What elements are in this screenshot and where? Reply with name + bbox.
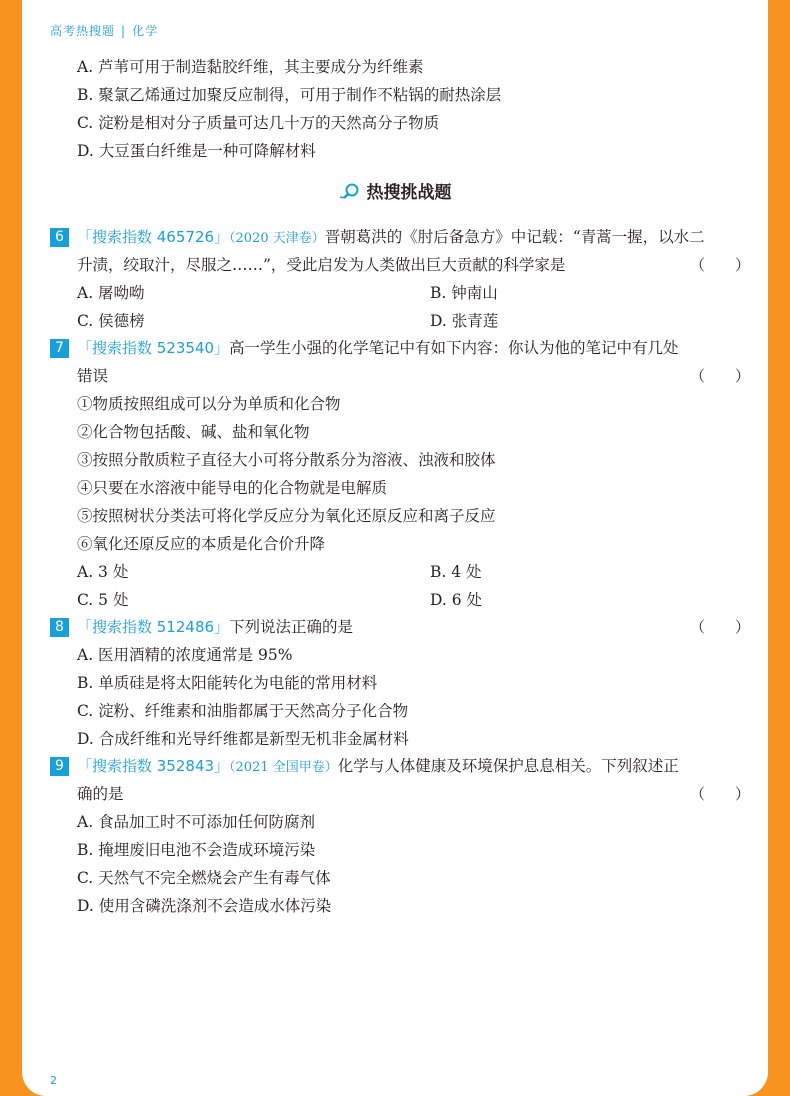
question-number: 9 (50, 757, 69, 776)
option-d: D. 张青莲 (430, 312, 499, 330)
series-name: 高考热搜题 (50, 24, 116, 38)
statement-item: ④只要在水溶液中能导电的化合物就是电解质 (77, 479, 388, 497)
option-b: B. 掩埋废旧电池不会造成环境污染 (77, 841, 316, 859)
option-line: B. 聚氯乙烯通过加聚反应制得，可用于制作不粘锅的耐热涂层 (77, 86, 502, 104)
option-line: A. 芦苇可用于制造黏胶纤维，其主要成分为纤维素 (77, 58, 424, 76)
option-b: B. 4 处 (430, 563, 482, 581)
option-a: A. 3 处 (77, 563, 129, 581)
stem-text: 错误 (77, 367, 109, 385)
search-index-tag: 「搜索指数 512486」 (77, 618, 230, 636)
search-index-tag: 「搜索指数 352843」 (77, 757, 230, 775)
option-c: C. 淀粉、纤维素和油脂都属于天然高分子化合物 (77, 702, 409, 720)
question-stem (77, 337, 679, 359)
search-index-tag: 「搜索指数 465726」 (77, 228, 230, 246)
question-number: 8 (50, 618, 69, 637)
exam-source: （2021 全国甲卷） (229, 760, 338, 775)
statement-item: ①物质按照组成可以分为单质和化合物 (77, 395, 341, 413)
answer-blank: （ ） (690, 256, 751, 274)
page-number: 2 (50, 1074, 57, 1087)
statement-item: ⑥氧化还原反应的本质是化合价升降 (77, 535, 326, 553)
header-separator: | (121, 24, 127, 38)
page (22, 0, 768, 1096)
stem-text: 晋朝葛洪的《肘后备急方》中记载：“青蒿一握，以水二 (324, 228, 705, 246)
option-b: B. 单质硅是将太阳能转化为电能的常用材料 (77, 674, 378, 692)
option-c: C. 天然气不完全燃烧会产生有毒气体 (77, 869, 331, 887)
option-line: D. 大豆蛋白纤维是一种可降解材料 (77, 142, 316, 160)
search-index-tag: 「搜索指数 523540」 (77, 339, 230, 357)
stem-text: 升渍，绞取汁，尽服之……”，受此启发为人类做出巨大贡献的科学家是 (77, 256, 566, 274)
answer-blank: （ ） (690, 618, 751, 636)
option-c: C. 侯德榜 (77, 312, 145, 330)
magnifier-icon (339, 182, 361, 205)
subject-name: 化学 (132, 24, 159, 38)
stem-text: 下列说法正确的是 (229, 618, 354, 636)
statement-item: ⑤按照树状分类法可将化学反应分为氧化还原反应和离子反应 (77, 507, 496, 525)
answer-blank: （ ） (690, 367, 751, 385)
question-stem (77, 226, 705, 250)
option-line: C. 淀粉是相对分子质量可达几十万的天然高分子物质 (77, 114, 440, 132)
option-a: A. 医用酒精的浓度通常是 95% (77, 646, 293, 664)
question-number: 7 (50, 339, 69, 358)
question-stem (77, 755, 679, 779)
exam-source: （2020 天津卷） (229, 231, 325, 246)
option-c: C. 5 处 (77, 591, 129, 609)
question-stem (77, 616, 353, 638)
option-a: A. 食品加工时不可添加任何防腐剂 (77, 813, 316, 831)
option-d: D. 使用含磷洗涤剂不会造成水体污染 (77, 897, 332, 915)
option-d: D. 合成纤维和光导纤维都是新型无机非金属材料 (77, 730, 409, 748)
stem-text: 确的是 (77, 785, 124, 803)
stem-text: 高一学生小强的化学笔记中有如下内容：你认为他的笔记中有几处 (229, 339, 679, 357)
section-title-text: 热搜挑战题 (366, 183, 452, 203)
option-b: B. 钟南山 (430, 284, 498, 302)
statement-item: ②化合物包括酸、碱、盐和氧化物 (77, 423, 310, 441)
section-title (22, 178, 768, 205)
statement-item: ③按照分散质粒子直径大小可将分散系分为溶液、浊液和胶体 (77, 451, 496, 469)
option-d: D. 6 处 (430, 591, 483, 609)
stem-text: 化学与人体健康及环境保护息息相关。下列叙述正 (337, 757, 679, 775)
option-a: A. 屠呦呦 (77, 284, 145, 302)
running-header (50, 22, 158, 39)
answer-blank: （ ） (690, 785, 751, 803)
question-number: 6 (50, 228, 69, 247)
